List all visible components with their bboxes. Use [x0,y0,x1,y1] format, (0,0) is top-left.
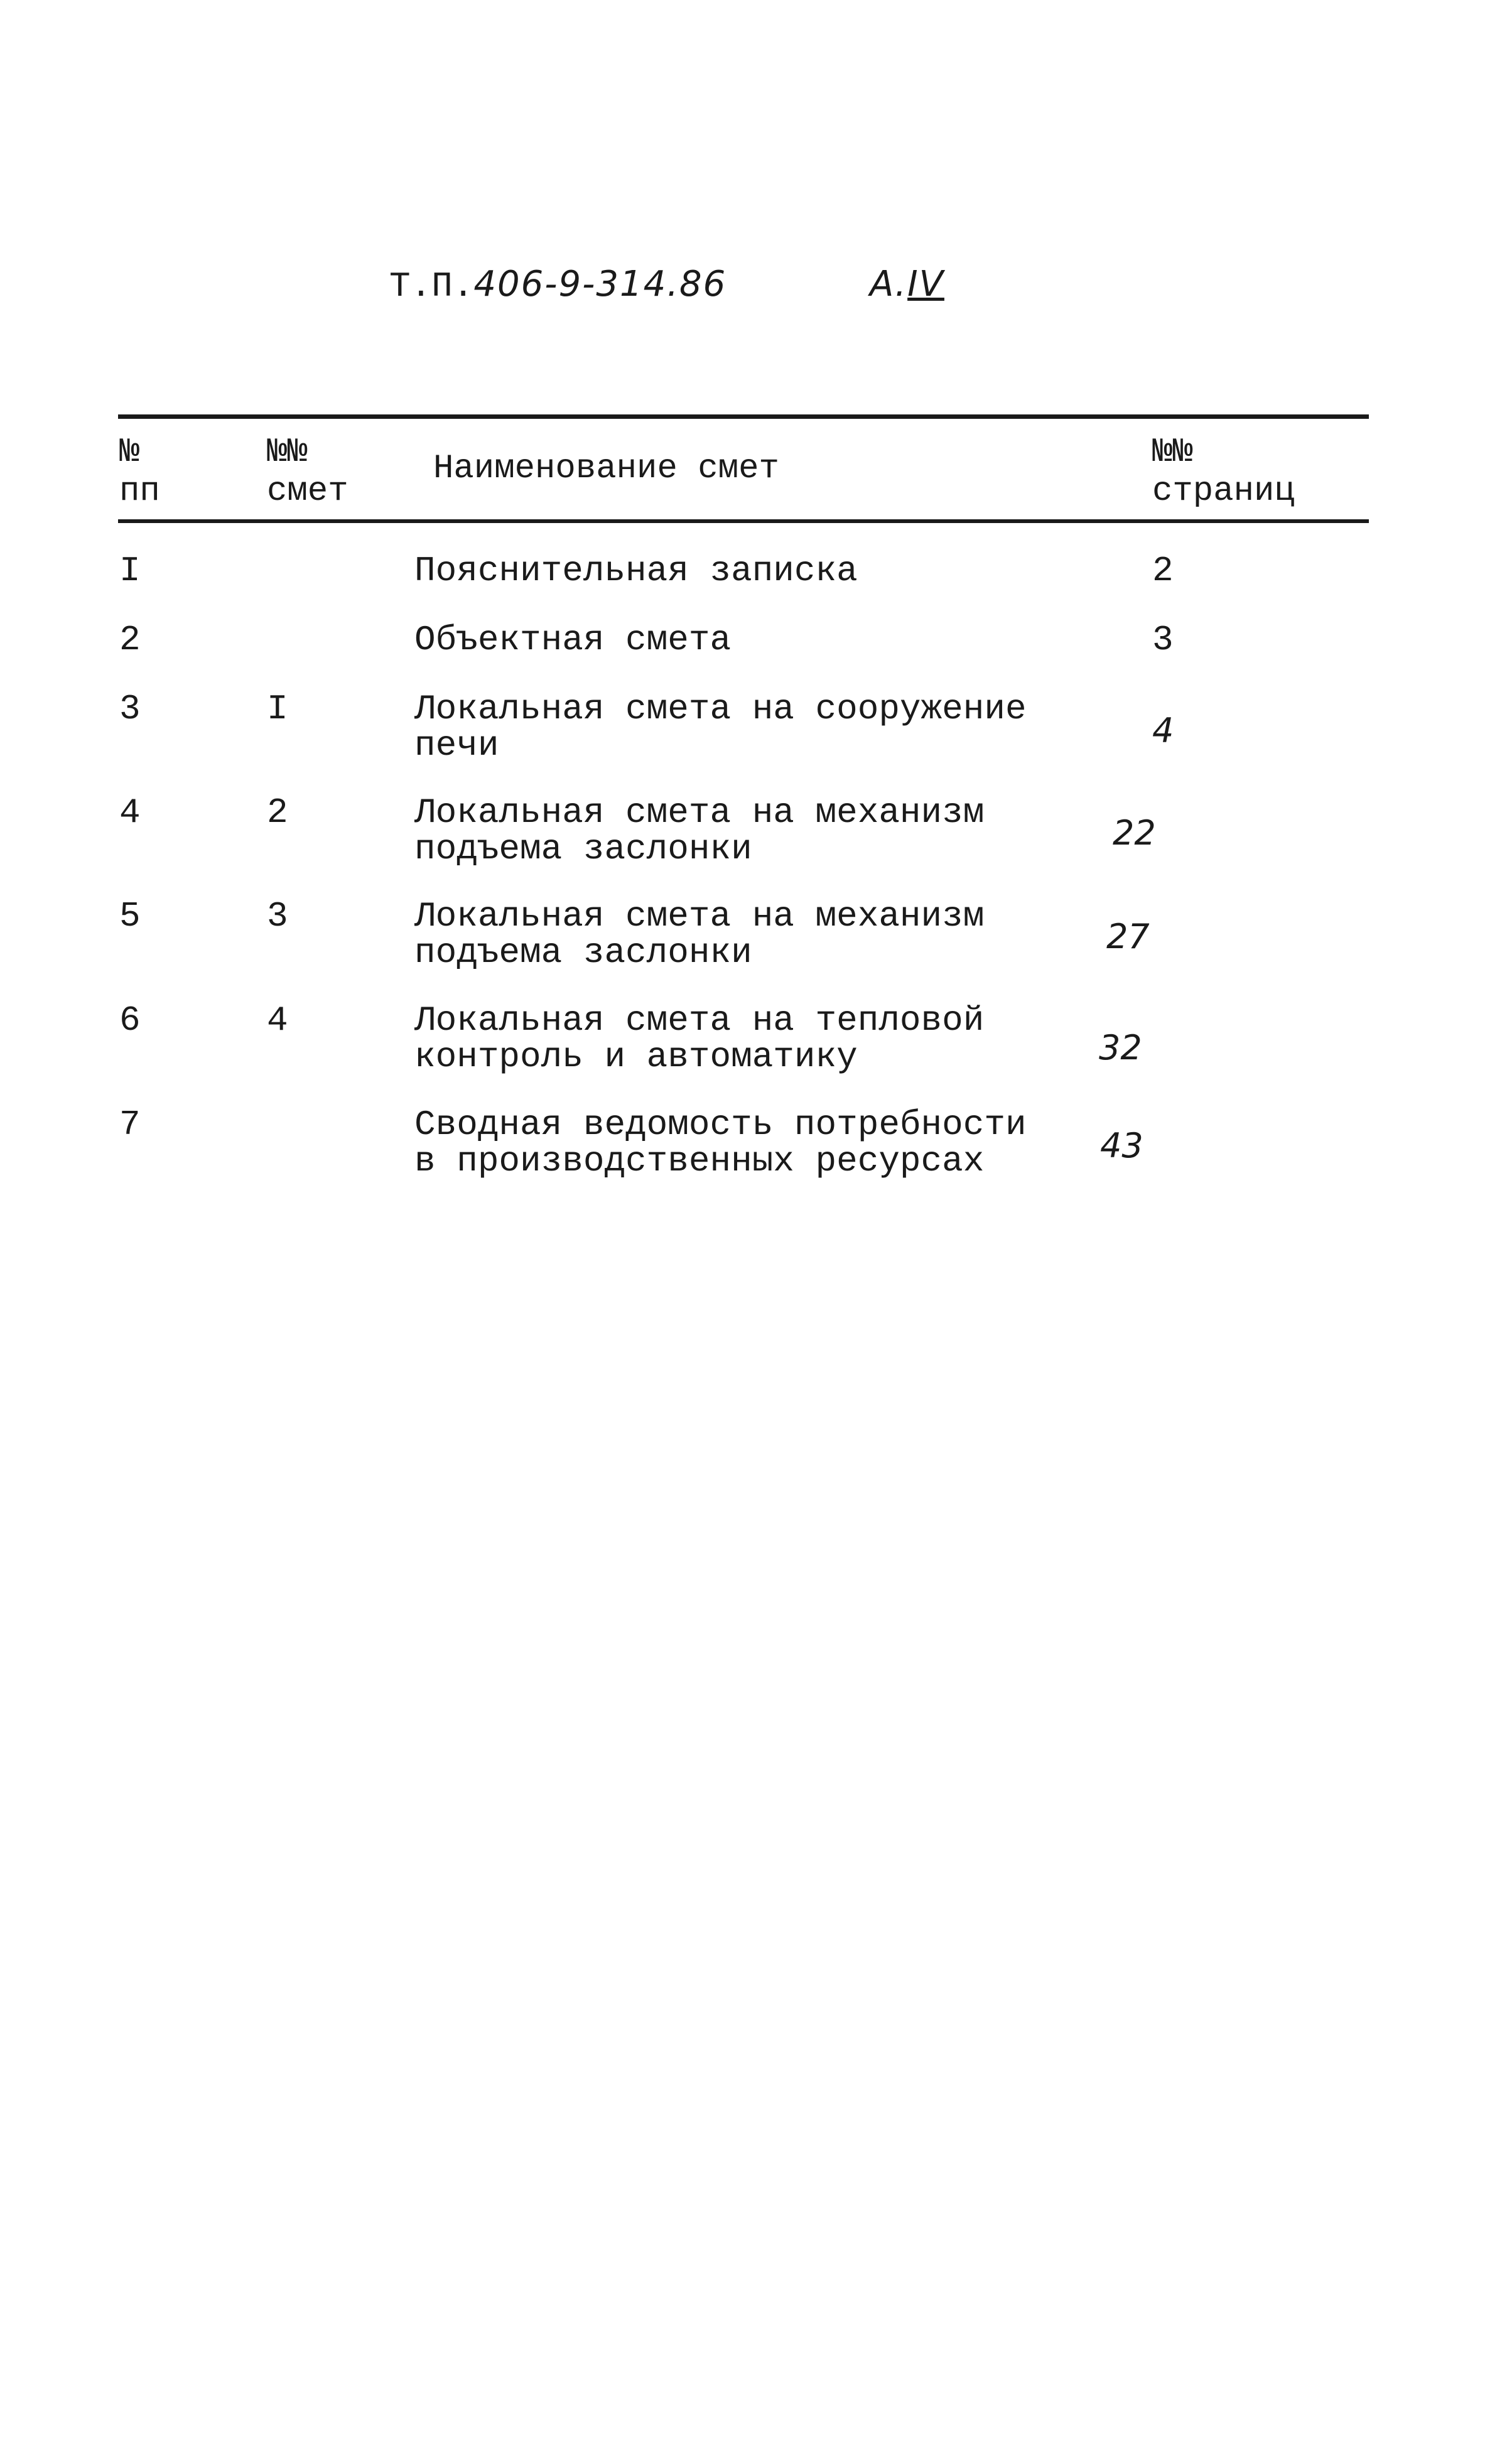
row-5-estimate: 3 [267,896,288,936]
row-1-name: Пояснительная записка [414,551,858,591]
row-1-page: 2 [1152,551,1174,591]
row-2-page: 3 [1152,620,1174,660]
row-6-number: 6 [119,1000,141,1040]
row-7-page: 43 [1100,1126,1143,1165]
album-letter: А. [870,264,908,305]
row-7-name: Сводная ведомость потребности в производственных ресурсах [414,1105,1027,1181]
row-2-number: 2 [119,620,141,660]
document-code-number: 406-9-314.86 [473,264,727,305]
row-5-number: 5 [119,896,141,936]
column-header-pages-line2: страниц [1152,472,1295,511]
row-4-estimate: 2 [267,792,288,833]
row-3-estimate: I [267,689,288,729]
row-5-name: Локальная смета на механизм подъема заслонки [414,896,985,973]
row-4-number: 4 [119,792,141,833]
row-6-page: 32 [1099,1028,1142,1067]
column-header-pages-line1: №№ [1152,433,1193,472]
row-6-name: Локальная смета на тепловой контроль и автоматику [414,1000,985,1077]
row-3-page: 4 [1152,711,1174,750]
row-3-number: 3 [119,689,141,729]
album-roman: IV [907,264,944,305]
row-7-number: 7 [119,1105,141,1145]
row-4-name: Локальная смета на механизм подъема заслонки [414,792,985,869]
row-6-estimate: 4 [267,1000,288,1040]
column-header-estimate-line2: смет [267,472,348,511]
column-header-estimate-number [267,433,348,511]
album-number [870,264,944,306]
column-header-number [119,433,160,511]
column-header-number-line1: № [119,433,140,472]
table-top-rule [118,414,1369,419]
row-3-name: Локальная смета на сооружение печи [414,689,1027,765]
row-1-number: I [119,551,141,591]
column-header-number-line2: пп [119,472,160,511]
document-code-prefix: Т.П. [389,266,474,306]
column-header-name: Наименование смет [433,450,779,488]
column-header-estimate-line1: №№ [267,433,308,472]
row-4-page: 22 [1113,813,1156,853]
document-code [389,264,726,306]
column-header-pages [1152,433,1295,511]
row-2-name: Объектная смета [414,620,732,660]
table-header-rule [118,519,1369,523]
row-5-page: 27 [1106,917,1150,956]
